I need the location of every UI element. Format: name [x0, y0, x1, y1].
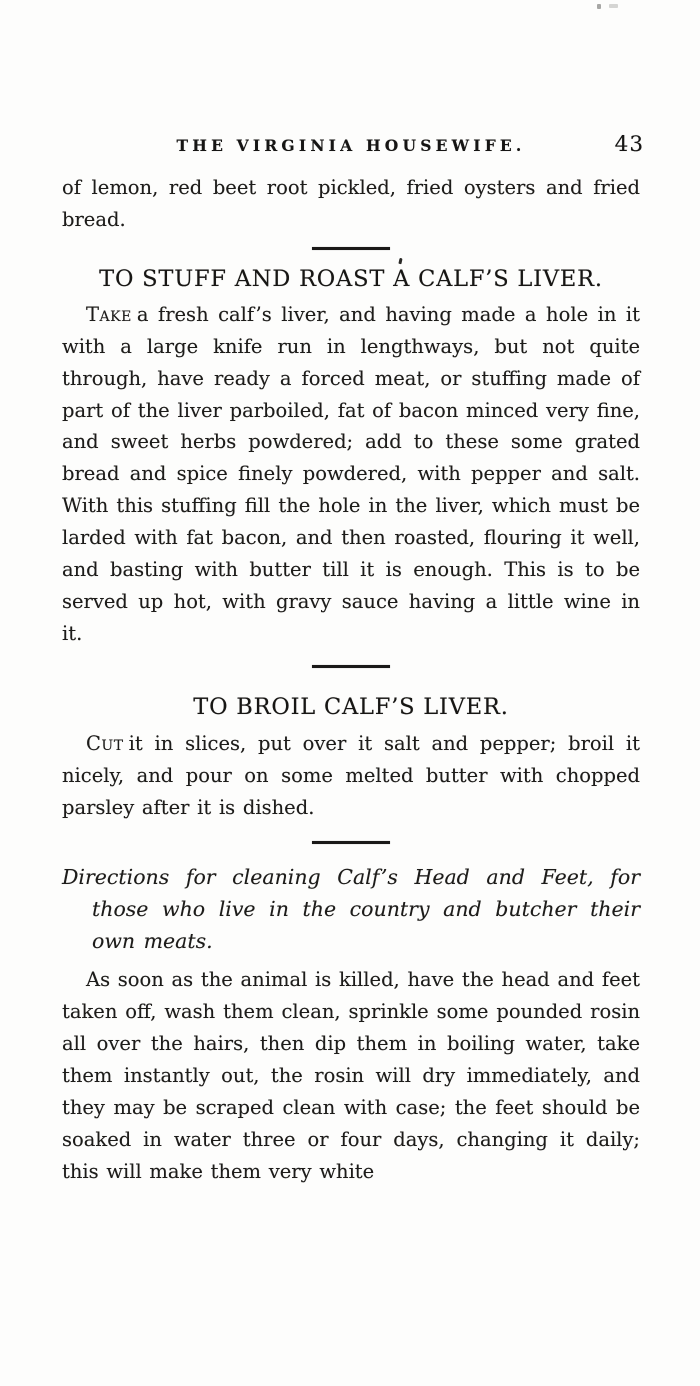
directions-heading: Directions for cleaning Calf’s Head and Feet, for those who live in the country and butcher their own meats.: [62, 864, 640, 953]
lead-word: Take: [86, 302, 132, 326]
page-number: 43: [614, 132, 644, 157]
recipe-paragraph-broil: [62, 728, 640, 824]
recipe-body-text: it in slices, put over it salt and pepper; broil it nicely, and pour on some melted butter with chopped parsley after it is dished.: [62, 731, 640, 819]
scan-speck: [597, 4, 601, 9]
directions-paragraph: As soon as the animal is killed, have the head and feet taken off, wash them clean, sprinkle some pounded rosin all over the hairs, then dip them in boiling water, take them instantly out, the rosin will dry immediately, and they may be scraped clean with case; the feet should be soaked in water three or four days, changing it daily; this will make them very white: [62, 968, 640, 1183]
section-divider: [312, 247, 390, 250]
scan-speck: [609, 4, 618, 8]
lead-word: Cut: [86, 731, 124, 755]
running-head: THE VIRGINIA HOUSEWIFE.: [176, 136, 526, 155]
recipe-paragraph-stuff-and-roast: [62, 299, 640, 650]
page-header: [62, 132, 644, 160]
recipe-heading-stuff-and-roast: TO STUFF AND ROAST A CALF’S LIVER.: [99, 265, 603, 292]
section-divider: [312, 841, 390, 844]
recipe-heading-broil: TO BROIL CALF’S LIVER.: [193, 693, 509, 720]
continuation-paragraph: of lemon, red beet root pickled, fried oysters and fried bread.: [62, 176, 640, 231]
section-divider: [312, 665, 390, 668]
recipe-body-text: a fresh calf’s liver, and having made a hole in it with a large knife run in lengthways, but not quite through, have ready a forced meat, or stuffing made of part of the liver parboiled, fat of bacon minced very fine, and sweet herbs powdered; add to these some grated bread and spice finely powdered, with pepper and salt. With this stuffing fill the hole in the liver, which must be larded with fat bacon, and then roasted, flouring it well, and basting with butter till it is enough. This is to be served up hot, with gravy sauce having a little wine in it.: [62, 302, 640, 645]
